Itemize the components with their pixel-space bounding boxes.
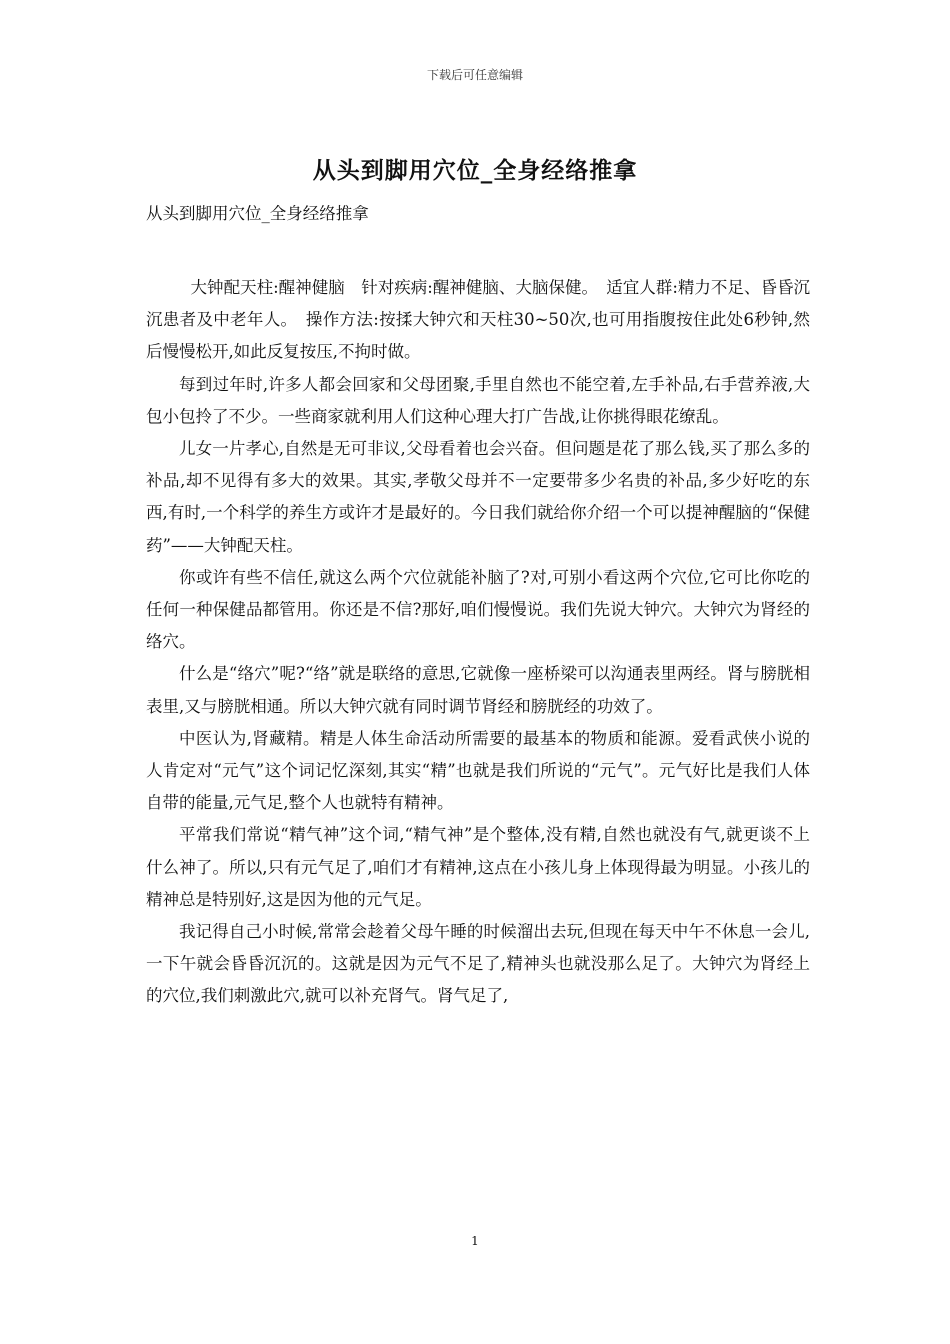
document-body xyxy=(146,272,810,1013)
paragraph: 你或许有些不信任,就这么两个穴位就能补脑了?对,可别小看这两个穴位,它可比你吃的任何一种保健品都管用。你还是不信?那好,咱们慢慢说。我们先说大钟穴。大钟穴为肾经的络穴。 xyxy=(146,567,810,652)
paragraph: 儿女一片孝心,自然是无可非议,父母看着也会兴奋。但问题是花了那么钱,买了那么多的补品,却不见得有多大的效果。其实,孝敬父母并不一定要带多少名贵的补品,多少好吃的东西,有时,一个科学的养生方或许才是最好的。今日我们就给你介绍一个可以提神醒脑的“保健药”——大钟配天柱。 xyxy=(146,439,810,555)
paragraph: 每到过年时,许多人都会回家和父母团聚,手里自然也不能空着,左手补品,右手营养液,大包小包拎了不少。一些商家就利用人们这种心理大打广告战,让你挑得眼花缭乱。 xyxy=(146,374,810,426)
paragraph: 大钟配天柱:醒神健脑 针对疾病:醒神健脑、大脑保健。 适宜人群:精力不足、昏昏沉沉患者及中老年人。 操作方法:按揉大钟穴和天柱30~50次,也可用指腹按住此处6秒钟,然后慢慢松开,如此反复按压,不拘时做。 xyxy=(146,278,810,362)
paragraph: 中医认为,肾藏精。精是人体生命活动所需要的最基本的物质和能源。爱看武侠小说的人肯定对“元气”这个词记忆深刻,其实“精”也就是我们所说的“元气”。元气好比是我们人体自带的能量,元气足,整个人也就特有精神。 xyxy=(146,728,810,813)
paragraph: 我记得自己小时候,常常会趁着父母午睡的时候溜出去玩,但现在每天中午不休息一会儿,一下午就会昏昏沉沉的。这就是因为元气不足了,精神头也就没那么足了。大钟穴为肾经上的穴位,我们刺激此穴,就可以补充肾气。肾气足了, xyxy=(146,922,810,1006)
paragraph: 什么是“络穴”呢?“络”就是联络的意思,它就像一座桥梁可以沟通表里两经。肾与膀胱相表里,又与膀胱相通。所以大钟穴就有同时调节肾经和膀胱经的功效了。 xyxy=(146,664,810,716)
page-number: 1 xyxy=(471,1234,479,1248)
document-subtitle: 从头到脚用穴位_全身经络推拿 xyxy=(146,204,369,223)
paragraph: 平常我们常说“精气神”这个词,“精气神”是个整体,没有精,自然也就没有气,就更谈不上什么神了。所以,只有元气足了,咱们才有精神,这点在小孩儿身上体现得最为明显。小孩儿的精神总是特别好,这是因为他的元气足。 xyxy=(146,825,810,909)
document-title: 从头到脚用穴位_全身经络推拿 xyxy=(312,157,638,184)
header-note: 下载后可任意编辑 xyxy=(426,68,523,82)
